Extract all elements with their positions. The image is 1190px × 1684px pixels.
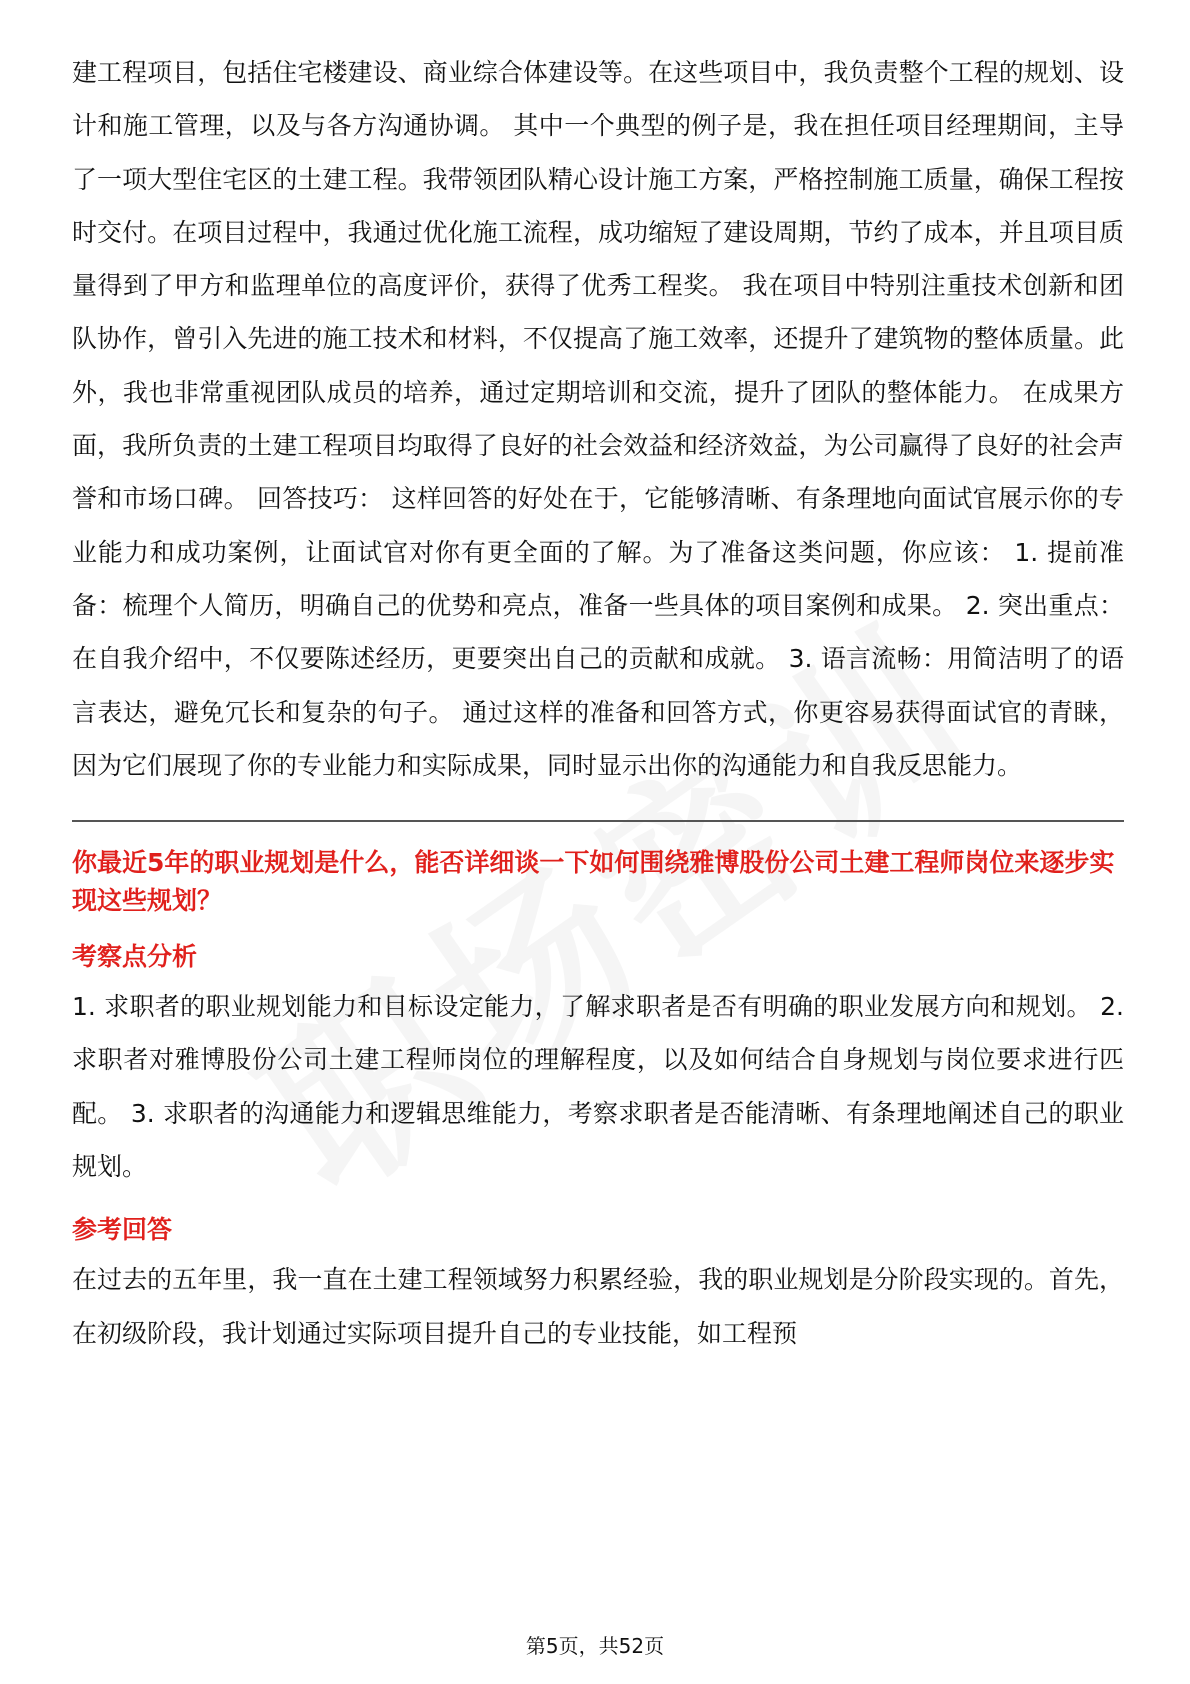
reference-text: 在过去的五年里，我一直在土建工程领域努力积累经验，我的职业规划是分阶段实现的。首先，在初级阶段，我计划通过实际项目提升自己的专业技能，如工程预 — [72, 1265, 1124, 1348]
page-content — [72, 46, 1124, 1360]
reference-heading: 参考回答 — [72, 1215, 173, 1245]
analysis-text: 1. 求职者的职业规划能力和目标设定能力，了解求职者是否有明确的职业发展方向和规划。 2. 求职者对雅博股份公司土建工程师岗位的理解程度，以及如何结合自身规划与岗位要求进行匹配。 3. 求职者的沟通能力和逻辑思维能力，考察求职者是否能清晰、有条理地阐述自己的职业规划。 — [72, 992, 1124, 1182]
page-number: 第5页，共52页 — [525, 1634, 665, 1658]
section-divider — [72, 820, 1124, 822]
continuation-paragraph: 建工程项目，包括住宅楼建设、商业综合体建设等。在这些项目中，我负责整个工程的规划、设计和施工管理，以及与各方沟通协调。 其中一个典型的例子是，我在担任项目经理期间，主导了一项大型住宅区的土建工程。我带领团队精心设计施工方案，严格控制施工质量，确保工程按时交付。在项目过程中，我通过优化施工流程，成功缩短了建设周期，节约了成本，并且项目质量得到了甲方和监理单位的高度评价，获得了优秀工程奖。 我在项目中特别注重技术创新和团队协作，曾引入先进的施工技术和材料，不仅提高了施工效率，还提升了建筑物的整体质量。此外，我也非常重视团队成员的培养，通过定期培训和交流，提升了团队的整体能力。 在成果方面，我所负责的土建工程项目均取得了良好的社会效益和经济效益，为公司赢得了良好的社会声誉和市场口碑。 回答技巧： 这样回答的好处在于，它能够清晰、有条理地向面试官展示你的专业能力和成功案例，让面试官对你有更全面的了解。为了准备这类问题，你应该： 1. 提前准备：梳理个人简历，明确自己的优势和亮点，准备一些具体的项目案例和成果。 2. 突出重点：在自我介绍中，不仅要陈述经历，更要突出自己的贡献和成就。 3. 语言流畅：用简洁明了的语言表达，避免冗长和复杂的句子。 通过这样的准备和回答方式，你更容易获得面试官的青睐，因为它们展现了你的专业能力和实际成果，同时显示出你的沟通能力和自我反思能力。 — [72, 58, 1124, 780]
interview-question: 你最近5年的职业规划是什么，能否详细谈一下如何围绕雅博股份公司土建工程师岗位来逐步实现这些规划？ — [72, 848, 1115, 916]
analysis-heading: 考察点分析 — [72, 942, 198, 972]
